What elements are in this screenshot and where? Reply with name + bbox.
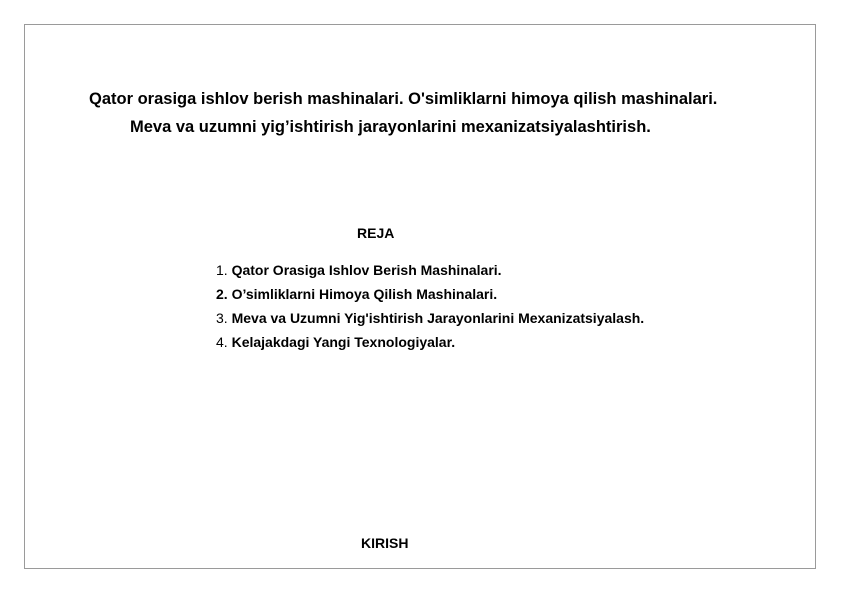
plan-item-2 (216, 282, 644, 306)
plan-item-number: 4. (216, 334, 228, 350)
plan-item-number: 3. (216, 310, 228, 326)
plan-heading: REJA (357, 225, 395, 241)
intro-heading: KIRISH (361, 535, 409, 551)
plan-item-number: 2. (216, 286, 228, 302)
plan-item-number: 1. (216, 262, 228, 278)
document-title-line-2: Meva va uzumni yig’ishtirish jarayonlarini mexanizatsiyalashtirish. (130, 118, 651, 136)
plan-item-text: Meva va Uzumni Yig'ishtirish Jarayonlarini Mexanizatsiyalash. (231, 310, 645, 326)
plan-item-text: Kelajakdagi Yangi Texnologiyalar. (231, 334, 456, 350)
document-title-line-1: Qator orasiga ishlov berish mashinalari. O'simliklarni himoya qilish mashinalari. (89, 90, 718, 108)
plan-item-text: Qator Orasiga Ishlov Berish Mashinalari. (231, 262, 502, 278)
document-page (24, 24, 816, 569)
plan-item-text: O’simliklarni Himoya Qilish Mashinalari. (231, 286, 498, 302)
plan-item-4 (216, 330, 644, 354)
plan-item-1 (216, 258, 644, 282)
plan-item-3 (216, 306, 644, 330)
plan-list (216, 258, 644, 354)
